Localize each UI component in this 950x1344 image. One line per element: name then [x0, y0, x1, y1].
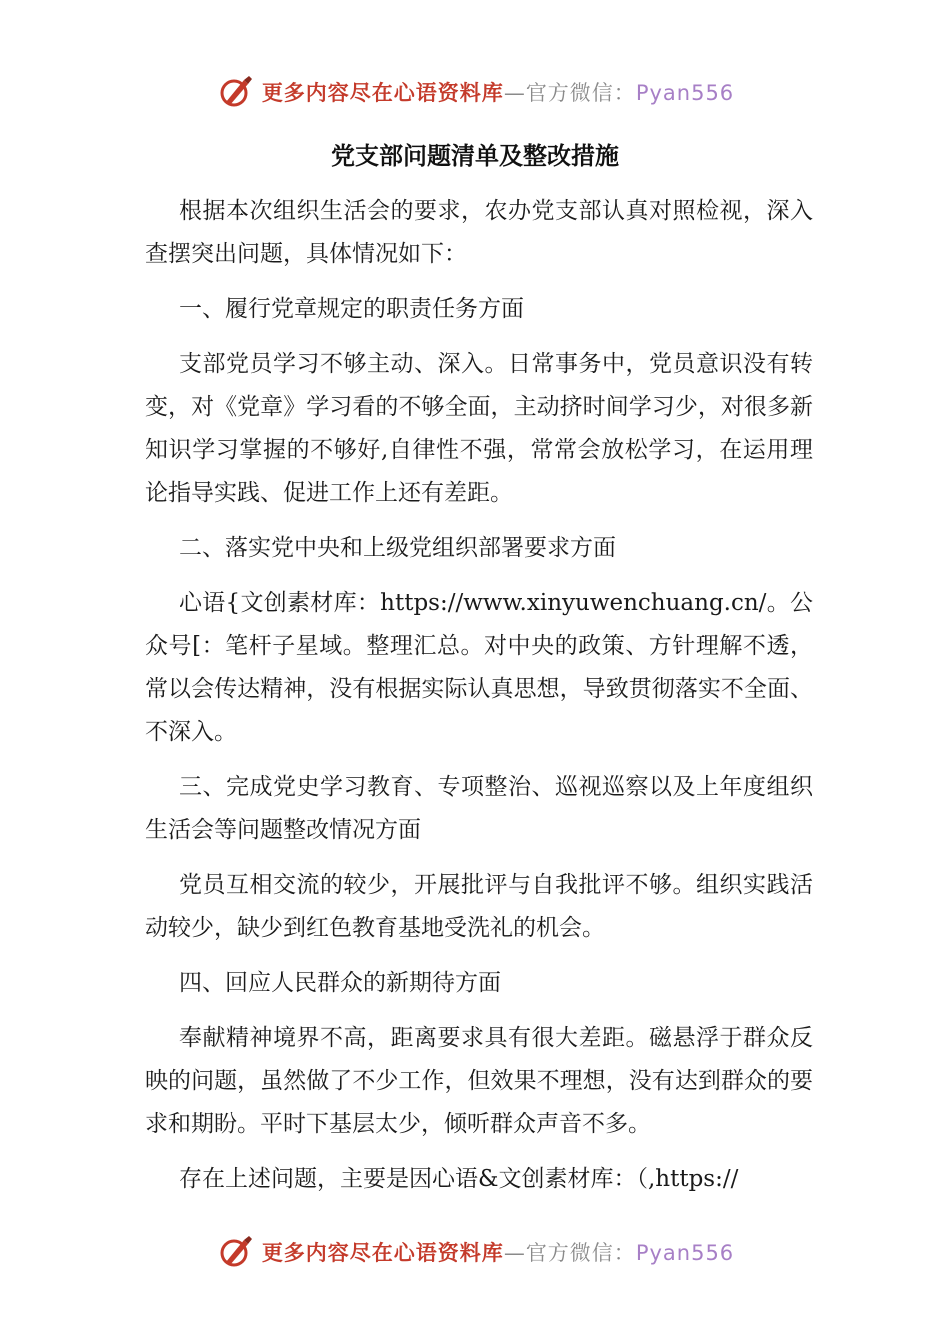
banner-text-separator: —官方微信： — [503, 81, 636, 105]
header-banner — [0, 70, 950, 114]
paragraph-section-2: 心语{文创素材库：https://www.xinyuwenchuang.cn/。公众号[：笔杆子星域。整理汇总。对中央的政策、方针理解不透，常以会传达精神，没有根据实际认真思想，导致贯彻落实不全面、不深入。 — [145, 590, 813, 745]
document-body — [145, 190, 813, 1213]
heading-section-2: 二、落实党中央和上级党组织部署要求方面 — [179, 535, 616, 561]
paragraph-section-1: 支部党员学习不够主动、深入。日常事务中，党员意识没有转变，对《党章》学习看的不够全面，主动挤时间学习少，对很多新知识学习掌握的不够好,自律性不强，常常会放松学习，在运用理论指导实践、促进工作上还有差距。 — [145, 351, 813, 506]
document-title: 党支部问题清单及整改措施 — [331, 142, 619, 170]
banner-text-main: 更多内容尽在心语资料库 — [261, 81, 504, 105]
banner-text-main: 更多内容尽在心语资料库 — [261, 1241, 504, 1265]
paragraph-section-3: 党员互相交流的较少，开展批评与自我批评不够。组织实践活动较少，缺少到红色教育基地受洗礼的机会。 — [145, 872, 813, 941]
paragraph-section-4: 奉献精神境界不高，距离要求具有很大差距。磁悬浮于群众反映的问题，虽然做了不少工作，但效果不理想，没有达到群众的要求和期盼。平时下基层太少，倾听群众声音不多。 — [145, 1025, 813, 1137]
banner-text-wechat-id: Pyan556 — [635, 1241, 735, 1265]
pen-logo-icon — [216, 1232, 256, 1272]
heading-section-4: 四、回应人民群众的新期待方面 — [179, 970, 501, 996]
footer-banner — [0, 1230, 950, 1274]
banner-text — [262, 1237, 734, 1267]
heading-section-1: 一、履行党章规定的职责任务方面 — [179, 296, 524, 322]
paragraph-intro: 根据本次组织生活会的要求，农办党支部认真对照检视，深入查摆突出问题，具体情况如下： — [145, 198, 813, 267]
banner-text — [262, 77, 734, 107]
heading-section-3: 三、完成党史学习教育、专项整治、巡视巡察以及上年度组织生活会等问题整改情况方面 — [145, 774, 813, 843]
banner-text-wechat-id: Pyan556 — [635, 81, 735, 105]
pen-logo-icon — [216, 72, 256, 112]
banner-text-separator: —官方微信： — [503, 1241, 636, 1265]
paragraph-causes: 存在上述问题，主要是因心语&文创素材库：（,https:// — [179, 1166, 739, 1192]
